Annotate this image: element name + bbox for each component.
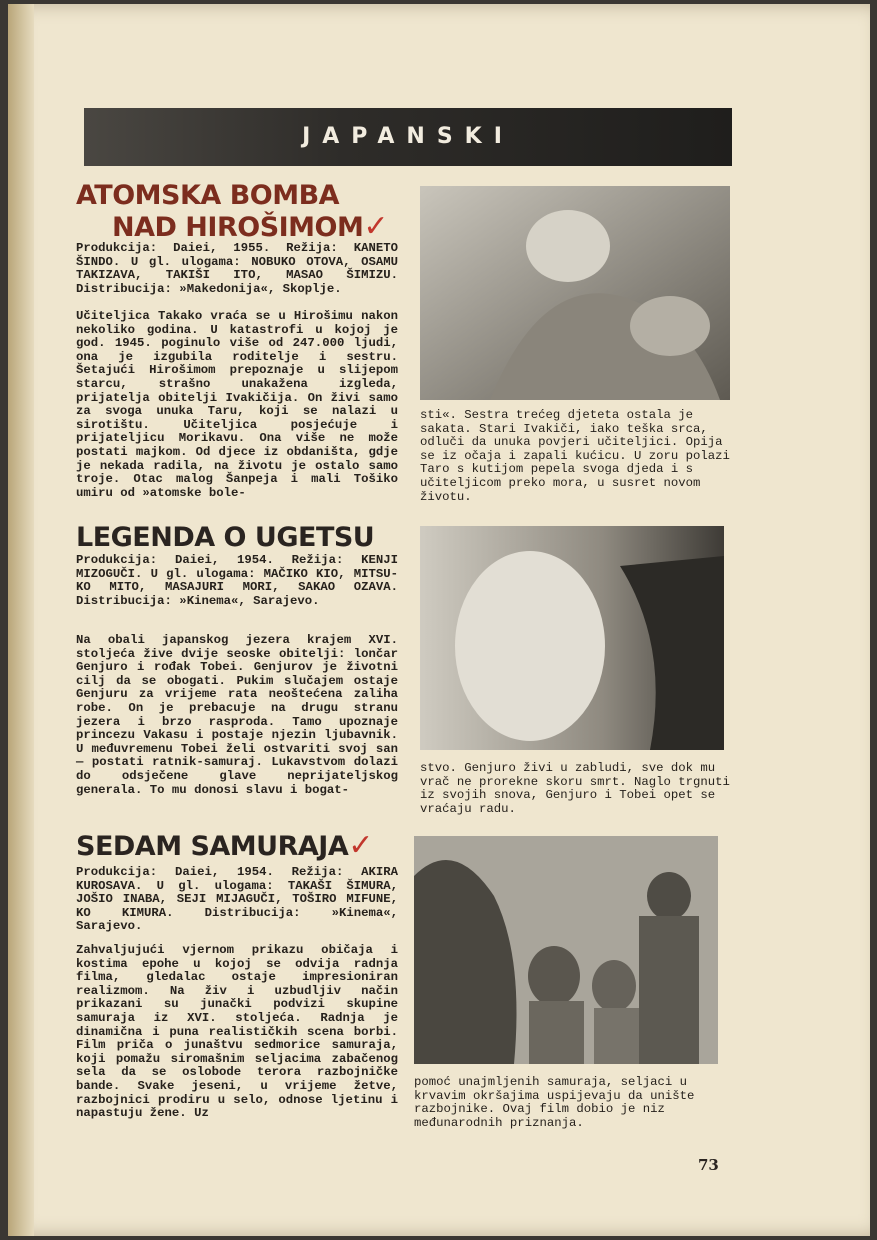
photo-placeholder-graphic [420,186,730,400]
article3-continuation: pomoć unajmljenih samuraja, seljaci u krvavim okršajima uspijevaju da unište razbojnike. Ovaj film dobio je niz međunarodnih priznanja. [414,1075,695,1130]
article2-body: Na obali japanskog jezera krajem XVI. stoljeća žive dvije seoske obitelji: lončar Genjuro i rođak Tobei. Genjurov je životni cilj da se obogati. Pukim slučajem ostaje Genjuru za vrijeme rata neoštećena zaliha robe. On je prebacuje na drugu stranu jezera i brzo rasproda. Tamo upoznaje princezu Vakasu i postaje njezin ljubavnik. U međuvremenu Tobei želi ostvariti svoj san — postati ratnik-samuraj. Lukavstvom dolazi do odsječene glave neprijateljskog generala. To mu donosi slavu i bogat- [76,633,398,797]
page-number: 73 [698,1156,719,1174]
photo-placeholder-graphic [420,526,724,750]
article2-credits: Produkcija: Daiei, 1954. Režija: KENJI MIZOGUČI. U gl. ulogama: MAČIKO KIO, MITSU-KO MITO, MASAJURI MORI, SAKAO OZAVA. Distribucija: »Kinema«, Sarajevo. [76,553,398,608]
check-mark-icon: ✓ [348,828,373,863]
photo-placeholder-graphic [414,836,718,1064]
article2-title: LEGENDA O UGETSU [76,522,375,553]
article3-credits: Produkcija: Daiei, 1954. Režija: AKIRA KUROSAVA. U gl. ulogama: TAKAŠI ŠIMURA, JOŠIO INABA, SEJI MIJAGUČI, TOŠIRO MIFUNE, KO KIMURA. Distribucija: »Kinema«, Sarajevo. [76,865,398,934]
article2-continuation: stvo. Genjuro živi u zabludi, sve dok mu vrač ne prorekne skoru smrt. Naglo trgnuti iz svojih snova, Genjuro i Tobei opet se vraćaju radu. [420,761,730,816]
article3-body: Zahvaljujući vjernom prikazu običaja i kostima epohe u kojoj se odvija radnja filma, gledalac ostaje impresioniran realizmom. Na živ i uzbudljiv način prikazani su junački podvizi skupine samuraja iz XVI. stoljeća. Radnja je dinamična i puna realističkih scena borbi. Film priča o junaštvu sedmorice samuraja, koji pomažu siromašnim seljacima zabačenog sela da se oslobode terora razbojničke bande. Svake jeseni, u vrijeme žetve, razbojnici prodiru u selo, odnose ljetinu i napastuju žene. Uz [76,943,398,1121]
article3-title: SEDAM SAMURAJA [76,831,349,862]
article1-title-line2-wrap [112,211,388,243]
magazine-page [8,4,870,1236]
article1-title-line1: ATOMSKA BOMBA [76,180,340,211]
article3-title-wrap [76,830,373,862]
photo-seven-samurai [414,836,718,1064]
article1-continuation: sti«. Sestra trećeg djeteta ostala je sakata. Stari Ivakiči, iako teška srca, odluči da unuka povjeri učiteljici. Opija se iz očaja i zapali kućicu. U zoru polazi Taro s kutijom pepela svoga djeda i s učiteljicom preko mora, u susret novom životu. [420,408,730,504]
article1-body: Učiteljica Takako vraća se u Hirošimu nakon nekoliko godina. U katastrofi u kojoj je god. 1945. poginulo više od 247.000 ljudi, ona je izgubila roditelje i sestru. Šetajući Hirošimom prepoznaje u slijepom starcu, strašno unakažena izgleda, prijatelja obitelji Ivakičija. On živi samo za svoga unuka Taru, koji se nalazi u sirotištu. Učiteljica posjećuje i prijateljicu Morikavu. Ona više ne može postati majkom. Od djece iz obdaništa, gdje je nekada radila, na životu je ostalo samo troje. Otac malog Šanpeja i mali Tošiko umiru od »atomske bole- [76,309,398,500]
book-spine-shadow [8,4,34,1236]
section-banner [84,108,732,166]
check-mark-icon: ✓ [363,209,389,244]
section-title: JAPANSKI [302,124,514,149]
article1-credits: Produkcija: Daiei, 1955. Režija: KANETO ŠINDO. U gl. ulogama: NOBUKO OTOVA, OSAMU TAKIZAVA, TAKIŠI ITO, MASAO ŠIMIZU. Distribucija: »Makedonija«, Skoplje. [76,241,398,296]
photo-ugetsu-woman [420,526,724,750]
photo-hiroshima-old-man [420,186,730,400]
article1-title-line2: NAD HIROŠIMOM [112,212,364,243]
